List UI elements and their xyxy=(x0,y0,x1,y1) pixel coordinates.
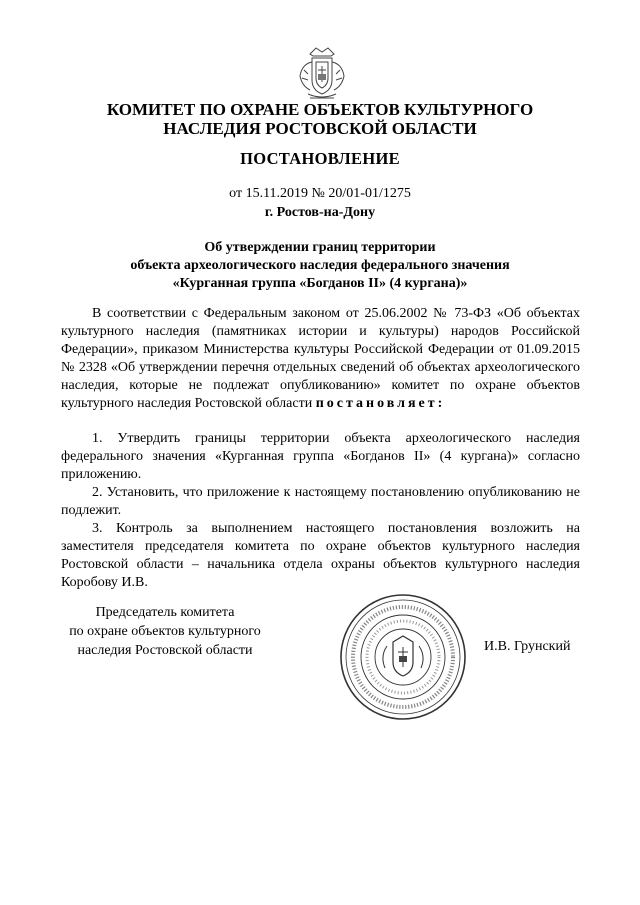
decision-list xyxy=(61,430,580,592)
subject-line-1: Об утверждении границ территории xyxy=(204,240,436,255)
document-city: г. Ростов-на-Дону xyxy=(264,205,376,220)
document-type: ПОСТАНОВЛЕНИЕ xyxy=(240,149,400,168)
document-subject xyxy=(60,239,580,293)
intro-emphasis: постановляет: xyxy=(315,396,446,411)
position-line-1: Председатель комитета xyxy=(95,605,235,620)
intro-text: В соответствии с Федеральным законом от 25.06.2002 № 73-ФЗ «Об объектах культурного наследия (памятниках истории и культуры) народов Российской Федерации», приказом Министерства культуры Российской Федерации от 01.09.2015 № 2328 «Об утверждении перечня отдельных сведений об объектах археологического наследия, которые не подлежат опубликованию» комитет по охране объектов культурного наследия Ростовской области xyxy=(61,306,580,411)
decision-item-1: 1. Утвердить границы территории объекта археологического наследия федерального значения «Курганная группа «Богданов II» (4 кургана)» согласно приложению. xyxy=(61,431,580,482)
position-line-3: наследия Ростовской области xyxy=(77,643,253,658)
decision-item-2: 2. Установить, что приложение к настоящему постановлению опубликованию не подлежит. xyxy=(61,485,580,518)
document-date-number: от 15.11.2019 № 20/01-01/1275 xyxy=(229,186,411,201)
subject-line-2: объекта археологического наследия федерального значения xyxy=(130,258,510,273)
signatory-position xyxy=(40,603,290,660)
position-line-2: по охране объектов культурного xyxy=(69,624,261,639)
coat-of-arms-icon xyxy=(290,40,354,104)
decision-item-3: 3. Контроль за выполнением настоящего постановления возложить на заместителя председателя комитета по охране объектов культурного наследия Ростовской области – начальника отдела охраны объектов культурного наследия Коробову И.В. xyxy=(61,521,580,590)
subject-line-3: «Курганная группа «Богданов II» (4 кургана)» xyxy=(172,276,468,291)
signatory-name: И.В. Грунский xyxy=(484,639,571,654)
org-title-line-2: НАСЛЕДИЯ РОСТОВСКОЙ ОБЛАСТИ xyxy=(163,119,477,138)
intro-paragraph xyxy=(61,305,580,413)
official-seal-icon xyxy=(338,592,468,722)
organization-title xyxy=(60,100,580,138)
org-title-line-1: КОМИТЕТ ПО ОХРАНЕ ОБЪЕКТОВ КУЛЬТУРНОГО xyxy=(106,100,534,119)
